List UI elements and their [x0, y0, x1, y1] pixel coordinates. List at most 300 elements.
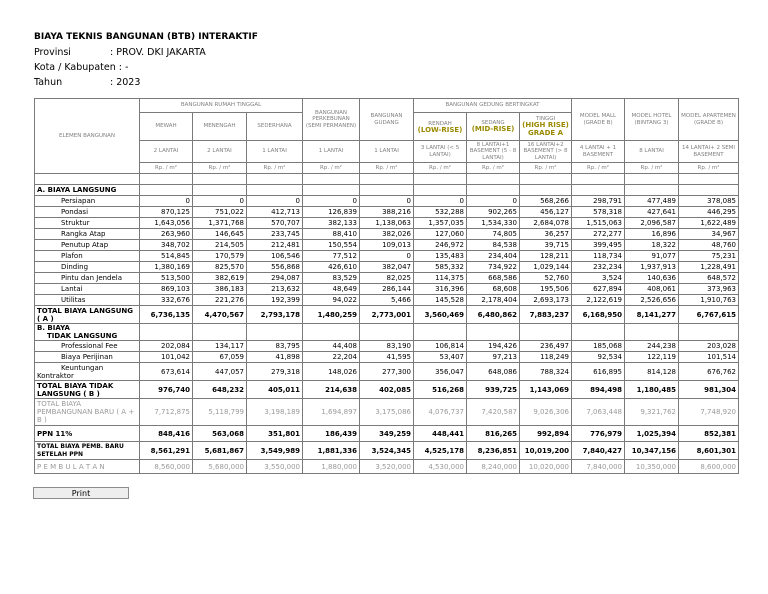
report-title: BIAYA TEKNIS BANGUNAN (BTB) INTERAKTIF	[34, 32, 258, 42]
total-b-row	[35, 381, 739, 399]
empty-cell	[193, 324, 247, 341]
section-b-row	[35, 324, 739, 341]
value-cell: 244,238	[625, 341, 679, 352]
keuntungan-label	[35, 363, 140, 381]
value-cell: 18,322	[625, 240, 679, 251]
value-cell: 1,534,330	[467, 218, 520, 229]
value-cell: 6,168,950	[572, 306, 625, 324]
value-cell: 668,586	[467, 273, 520, 284]
empty-cell	[360, 185, 414, 196]
section-a-row	[35, 185, 739, 196]
value-cell: 192,399	[247, 295, 303, 306]
row-label: Dinding	[35, 262, 140, 273]
empty-cell	[625, 174, 679, 185]
spacer-row	[35, 174, 739, 185]
tinggi-label: TINGGI	[535, 115, 556, 122]
value-cell: 2,684,078	[520, 218, 572, 229]
unit-cell: Rp. / m²	[247, 163, 303, 174]
row-label: Struktur	[35, 218, 140, 229]
value-cell: 7,840,000	[572, 460, 625, 474]
table-row	[35, 240, 739, 251]
empty-cell	[572, 185, 625, 196]
value-cell: 447,057	[193, 363, 247, 381]
rendah-label: RENDAH	[428, 120, 452, 127]
value-cell: 127,060	[414, 229, 467, 240]
table-row	[35, 273, 739, 284]
value-cell: 2,526,656	[625, 295, 679, 306]
table-row	[35, 352, 739, 363]
value-cell: 563,068	[193, 426, 247, 442]
empty-cell	[467, 324, 520, 341]
value-cell: 992,894	[520, 426, 572, 442]
value-cell: 128,211	[520, 251, 572, 262]
empty-cell	[140, 324, 193, 341]
row-label: Penutup Atap	[35, 240, 140, 251]
empty-cell	[303, 324, 360, 341]
value-cell: 852,381	[679, 426, 739, 442]
value-cell: 405,011	[247, 381, 303, 399]
unit-cell: Rp. / m²	[303, 163, 360, 174]
value-cell: 68,608	[467, 284, 520, 295]
value-cell: 106,814	[414, 341, 467, 352]
ppn-label: PPN 11%	[35, 426, 140, 442]
print-button[interactable]: Print	[33, 487, 129, 499]
value-cell: 382,026	[360, 229, 414, 240]
value-cell: 382,047	[360, 262, 414, 273]
section-b-line2: TIDAK LANGSUNG	[47, 332, 118, 340]
value-cell: 186,439	[303, 426, 360, 442]
empty-cell	[140, 174, 193, 185]
section-b-line1: B. BIAYA	[37, 324, 70, 332]
value-cell: 6,480,862	[467, 306, 520, 324]
value-cell: 349,259	[360, 426, 414, 442]
value-cell: 382,619	[193, 273, 247, 284]
floor-count-cell: 1 LANTAI	[247, 141, 303, 163]
value-cell: 316,396	[414, 284, 467, 295]
unit-cell: Rp. / m²	[520, 163, 572, 174]
tahun-row	[34, 75, 258, 90]
row-label: Persiapan	[35, 196, 140, 207]
value-cell: 386,183	[193, 284, 247, 295]
value-cell: 1,881,336	[303, 442, 360, 460]
value-cell: 0	[140, 196, 193, 207]
value-cell: 408,061	[625, 284, 679, 295]
value-cell: 94,022	[303, 295, 360, 306]
value-cell: 109,013	[360, 240, 414, 251]
provinsi-value: : PROV. DKI JAKARTA	[110, 47, 206, 58]
value-cell: 1,880,000	[303, 460, 360, 474]
value-cell: 2,773,001	[360, 306, 414, 324]
value-cell: 1,910,763	[679, 295, 739, 306]
value-cell: 272,277	[572, 229, 625, 240]
value-cell: 148,026	[303, 363, 360, 381]
empty-cell	[414, 174, 467, 185]
value-cell: 648,232	[193, 381, 247, 399]
value-cell: 8,236,851	[467, 442, 520, 460]
value-cell: 348,702	[140, 240, 193, 251]
value-cell: 676,762	[679, 363, 739, 381]
value-cell: 1,622,489	[679, 218, 739, 229]
value-cell: 83,795	[247, 341, 303, 352]
empty-cell	[467, 185, 520, 196]
value-cell: 8,560,000	[140, 460, 193, 474]
value-cell: 7,840,427	[572, 442, 625, 460]
value-cell: 126,839	[303, 207, 360, 218]
value-cell: 294,087	[247, 273, 303, 284]
row-label: Utilitas	[35, 295, 140, 306]
value-cell: 203,028	[679, 341, 739, 352]
keuntungan-row	[35, 363, 739, 381]
value-cell: 902,265	[467, 207, 520, 218]
value-cell: 279,318	[247, 363, 303, 381]
empty-cell	[679, 185, 739, 196]
empty-cell	[520, 324, 572, 341]
total-baru-label: TOTAL BIAYA PEMBANGUNAN BARU ( A + B )	[35, 399, 140, 426]
value-cell: 145,528	[414, 295, 467, 306]
row-label: Lantai	[35, 284, 140, 295]
value-cell: 1,643,056	[140, 218, 193, 229]
empty-cell	[572, 324, 625, 341]
value-cell: 1,138,063	[360, 218, 414, 229]
value-cell: 9,321,762	[625, 399, 679, 426]
value-cell: 2,122,619	[572, 295, 625, 306]
value-cell: 74,805	[467, 229, 520, 240]
total-baru-row	[35, 399, 739, 426]
provinsi-row	[34, 45, 258, 60]
value-cell: 122,119	[625, 352, 679, 363]
value-cell: 627,894	[572, 284, 625, 295]
value-cell: 10,347,156	[625, 442, 679, 460]
empty-cell	[140, 185, 193, 196]
value-cell: 1,515,063	[572, 218, 625, 229]
perkebunan-header: BANGUNAN PERKEBUNAN (SEMI PERMANEN)	[303, 99, 360, 141]
value-cell: 3,549,989	[247, 442, 303, 460]
value-cell: 101,042	[140, 352, 193, 363]
elemen-bangunan-header: ELEMEN BANGUNAN	[35, 99, 140, 174]
floor-count-cell: 1 LANTAI	[303, 141, 360, 163]
value-cell: 97,213	[467, 352, 520, 363]
value-cell: 75,231	[679, 251, 739, 262]
low-rise-label: (LOW-RISE)	[417, 126, 463, 134]
value-cell: 7,748,920	[679, 399, 739, 426]
value-cell: 214,505	[193, 240, 247, 251]
value-cell: 5,680,000	[193, 460, 247, 474]
empty-cell	[625, 185, 679, 196]
value-cell: 673,614	[140, 363, 193, 381]
value-cell: 585,332	[414, 262, 467, 273]
value-cell: 513,500	[140, 273, 193, 284]
value-cell: 236,497	[520, 341, 572, 352]
value-cell: 776,979	[572, 426, 625, 442]
empty-cell	[625, 324, 679, 341]
value-cell: 3,524,345	[360, 442, 414, 460]
tinggi-header	[520, 113, 572, 141]
empty-cell	[303, 185, 360, 196]
row-label: Pondasi	[35, 207, 140, 218]
value-cell: 146,645	[193, 229, 247, 240]
value-cell: 402,085	[360, 381, 414, 399]
value-cell: 848,416	[140, 426, 193, 442]
value-cell: 570,707	[247, 218, 303, 229]
value-cell: 48,649	[303, 284, 360, 295]
value-cell: 53,407	[414, 352, 467, 363]
table-row	[35, 284, 739, 295]
mewah-header: MEWAH	[140, 113, 193, 141]
value-cell: 648,086	[467, 363, 520, 381]
pembulatan-row	[35, 460, 739, 474]
value-cell: 150,554	[303, 240, 360, 251]
sederhana-header: SEDERHANA	[247, 113, 303, 141]
total-a-label: TOTAL BIAYA LANGSUNG ( A )	[35, 306, 140, 324]
value-cell: 22,204	[303, 352, 360, 363]
value-cell: 4,525,178	[414, 442, 467, 460]
empty-cell	[360, 174, 414, 185]
value-cell: 4,530,000	[414, 460, 467, 474]
unit-cell: Rp. / m²	[467, 163, 520, 174]
value-cell: 894,498	[572, 381, 625, 399]
table-row	[35, 251, 739, 262]
total-ppn-row	[35, 442, 739, 460]
unit-cell: Rp. / m²	[679, 163, 739, 174]
high-rise-label: (HIGH RISE)	[522, 121, 569, 130]
total-b-label: TOTAL BIAYA TIDAK LANGSUNG ( B )	[35, 381, 140, 399]
empty-cell	[360, 324, 414, 341]
value-cell: 277,300	[360, 363, 414, 381]
value-cell: 212,481	[247, 240, 303, 251]
value-cell: 616,895	[572, 363, 625, 381]
value-cell: 456,127	[520, 207, 572, 218]
unit-cell: Rp. / m²	[414, 163, 467, 174]
value-cell: 232,234	[572, 262, 625, 273]
value-cell: 10,020,000	[520, 460, 572, 474]
value-cell: 7,420,587	[467, 399, 520, 426]
value-cell: 298,791	[572, 196, 625, 207]
value-cell: 516,268	[414, 381, 467, 399]
kota-row	[34, 60, 258, 75]
value-cell: 1,029,144	[520, 262, 572, 273]
value-cell: 83,190	[360, 341, 414, 352]
rumah-tinggal-header: BANGUNAN RUMAH TINGGAL	[140, 99, 303, 113]
empty-cell	[414, 185, 467, 196]
value-cell: 44,408	[303, 341, 360, 352]
value-cell: 4,470,567	[193, 306, 247, 324]
value-cell: 5,118,799	[193, 399, 247, 426]
table-row	[35, 262, 739, 273]
value-cell: 36,257	[520, 229, 572, 240]
floor-count-cell: 2 LANTAI	[140, 141, 193, 163]
pembulatan-label: P E M B U L A T A N	[35, 460, 140, 474]
unit-cell: Rp. / m²	[193, 163, 247, 174]
cost-table	[34, 98, 739, 474]
value-cell: 0	[360, 251, 414, 262]
empty-cell	[679, 324, 739, 341]
value-cell: 378,085	[679, 196, 739, 207]
value-cell: 221,276	[193, 295, 247, 306]
value-cell: 286,144	[360, 284, 414, 295]
value-cell: 532,288	[414, 207, 467, 218]
value-cell: 10,350,000	[625, 460, 679, 474]
value-cell: 140,636	[625, 273, 679, 284]
value-cell: 1,694,897	[303, 399, 360, 426]
value-cell: 2,096,587	[625, 218, 679, 229]
rendah-header	[414, 113, 467, 141]
value-cell: 446,295	[679, 207, 739, 218]
value-cell: 825,570	[193, 262, 247, 273]
value-cell: 4,076,737	[414, 399, 467, 426]
value-cell: 234,404	[467, 251, 520, 262]
value-cell: 981,304	[679, 381, 739, 399]
row-label: Biaya Perijinan	[35, 352, 140, 363]
value-cell: 373,963	[679, 284, 739, 295]
floor-count-cell: 8 LANTAI+1 BASEMENT (5 - 8 LANTAI)	[467, 141, 520, 163]
value-cell: 976,740	[140, 381, 193, 399]
value-cell: 869,103	[140, 284, 193, 295]
value-cell: 1,371,768	[193, 218, 247, 229]
value-cell: 48,760	[679, 240, 739, 251]
value-cell: 3,175,086	[360, 399, 414, 426]
empty-cell	[247, 185, 303, 196]
value-cell: 332,676	[140, 295, 193, 306]
mid-rise-label: (MID-RISE)	[471, 125, 515, 133]
value-cell: 1,143,069	[520, 381, 572, 399]
unit-cell: Rp. / m²	[625, 163, 679, 174]
floor-count-cell: 8 LANTAI	[625, 141, 679, 163]
value-cell: 195,506	[520, 284, 572, 295]
mall-header: MODEL MALL (GRADE B)	[572, 99, 625, 141]
value-cell: 233,745	[247, 229, 303, 240]
total-ppn-label: TOTAL BIAYA PEMB. BARU SETELAH PPN	[35, 442, 140, 460]
value-cell: 578,318	[572, 207, 625, 218]
value-cell: 39,715	[520, 240, 572, 251]
value-cell: 477,489	[625, 196, 679, 207]
empty-cell	[35, 174, 140, 185]
value-cell: 246,972	[414, 240, 467, 251]
section-a-label: A. BIAYA LANGSUNG	[35, 185, 140, 196]
value-cell: 1,357,035	[414, 218, 467, 229]
floor-count-cell: 2 LANTAI	[193, 141, 247, 163]
kota-value: : -	[118, 62, 129, 73]
row-label: Pintu dan Jendela	[35, 273, 140, 284]
value-cell: 648,572	[679, 273, 739, 284]
unit-cell: Rp. / m²	[360, 163, 414, 174]
value-cell: 118,249	[520, 352, 572, 363]
value-cell: 134,117	[193, 341, 247, 352]
value-cell: 1,025,394	[625, 426, 679, 442]
value-cell: 2,178,404	[467, 295, 520, 306]
value-cell: 114,375	[414, 273, 467, 284]
empty-cell	[193, 174, 247, 185]
value-cell: 6,767,615	[679, 306, 739, 324]
value-cell: 1,380,169	[140, 262, 193, 273]
value-cell: 8,141,277	[625, 306, 679, 324]
floor-count-cell: 1 LANTAI	[360, 141, 414, 163]
value-cell: 3,520,000	[360, 460, 414, 474]
value-cell: 82,025	[360, 273, 414, 284]
empty-cell	[193, 185, 247, 196]
empty-cell	[572, 174, 625, 185]
value-cell: 1,480,259	[303, 306, 360, 324]
value-cell: 91,077	[625, 251, 679, 262]
value-cell: 135,483	[414, 251, 467, 262]
value-cell: 1,228,491	[679, 262, 739, 273]
value-cell: 388,216	[360, 207, 414, 218]
value-cell: 3,550,000	[247, 460, 303, 474]
value-cell: 3,524	[572, 273, 625, 284]
value-cell: 7,063,448	[572, 399, 625, 426]
sedang-header	[467, 113, 520, 141]
value-cell: 356,047	[414, 363, 467, 381]
grade-a-label: GRADE A	[528, 128, 564, 137]
value-cell: 7,712,875	[140, 399, 193, 426]
value-cell: 106,546	[247, 251, 303, 262]
value-cell: 0	[360, 196, 414, 207]
value-cell: 202,084	[140, 341, 193, 352]
value-cell: 751,022	[193, 207, 247, 218]
report-header	[34, 30, 258, 90]
value-cell: 67,059	[193, 352, 247, 363]
value-cell: 10,019,200	[520, 442, 572, 460]
value-cell: 351,801	[247, 426, 303, 442]
value-cell: 514,845	[140, 251, 193, 262]
value-cell: 814,128	[625, 363, 679, 381]
value-cell: 382,133	[303, 218, 360, 229]
gedung-bertingkat-header: BANGUNAN GEDUNG BERTINGKAT	[414, 99, 572, 113]
total-a-row	[35, 306, 739, 324]
row-label: Plafon	[35, 251, 140, 262]
floor-count-cell: 3 LANTAI (< 5 LANTAI)	[414, 141, 467, 163]
value-cell: 213,632	[247, 284, 303, 295]
table-row	[35, 207, 739, 218]
kota-label: Kota / Kabupaten	[34, 62, 116, 73]
value-cell: 101,514	[679, 352, 739, 363]
value-cell: 83,529	[303, 273, 360, 284]
value-cell: 8,600,000	[679, 460, 739, 474]
value-cell: 7,883,237	[520, 306, 572, 324]
value-cell: 34,967	[679, 229, 739, 240]
value-cell: 194,426	[467, 341, 520, 352]
empty-cell	[467, 174, 520, 185]
value-cell: 3,560,469	[414, 306, 467, 324]
value-cell: 412,713	[247, 207, 303, 218]
value-cell: 8,240,000	[467, 460, 520, 474]
keuntungan-line2: Kontraktor	[37, 371, 74, 380]
value-cell: 16,896	[625, 229, 679, 240]
value-cell: 118,734	[572, 251, 625, 262]
value-cell: 448,441	[414, 426, 467, 442]
floor-count-cell: 4 LANTAI + 1 BASEMENT	[572, 141, 625, 163]
value-cell: 556,868	[247, 262, 303, 273]
keuntungan-line1: Keuntungan	[61, 363, 104, 372]
value-cell: 92,534	[572, 352, 625, 363]
ppn-row	[35, 426, 739, 442]
value-cell: 0	[193, 196, 247, 207]
value-cell: 0	[467, 196, 520, 207]
value-cell: 5,466	[360, 295, 414, 306]
value-cell: 870,125	[140, 207, 193, 218]
apartemen-header: MODEL APARTEMEN (GRADE B)	[679, 99, 739, 141]
provinsi-label: Provinsi	[34, 47, 71, 58]
value-cell: 41,595	[360, 352, 414, 363]
value-cell: 9,026,306	[520, 399, 572, 426]
sedang-label: SEDANG	[481, 119, 505, 126]
value-cell: 170,579	[193, 251, 247, 262]
value-cell: 88,410	[303, 229, 360, 240]
table-row	[35, 341, 739, 352]
row-label: Professional Fee	[35, 341, 140, 352]
value-cell: 2,793,178	[247, 306, 303, 324]
value-cell: 41,898	[247, 352, 303, 363]
table-row	[35, 218, 739, 229]
